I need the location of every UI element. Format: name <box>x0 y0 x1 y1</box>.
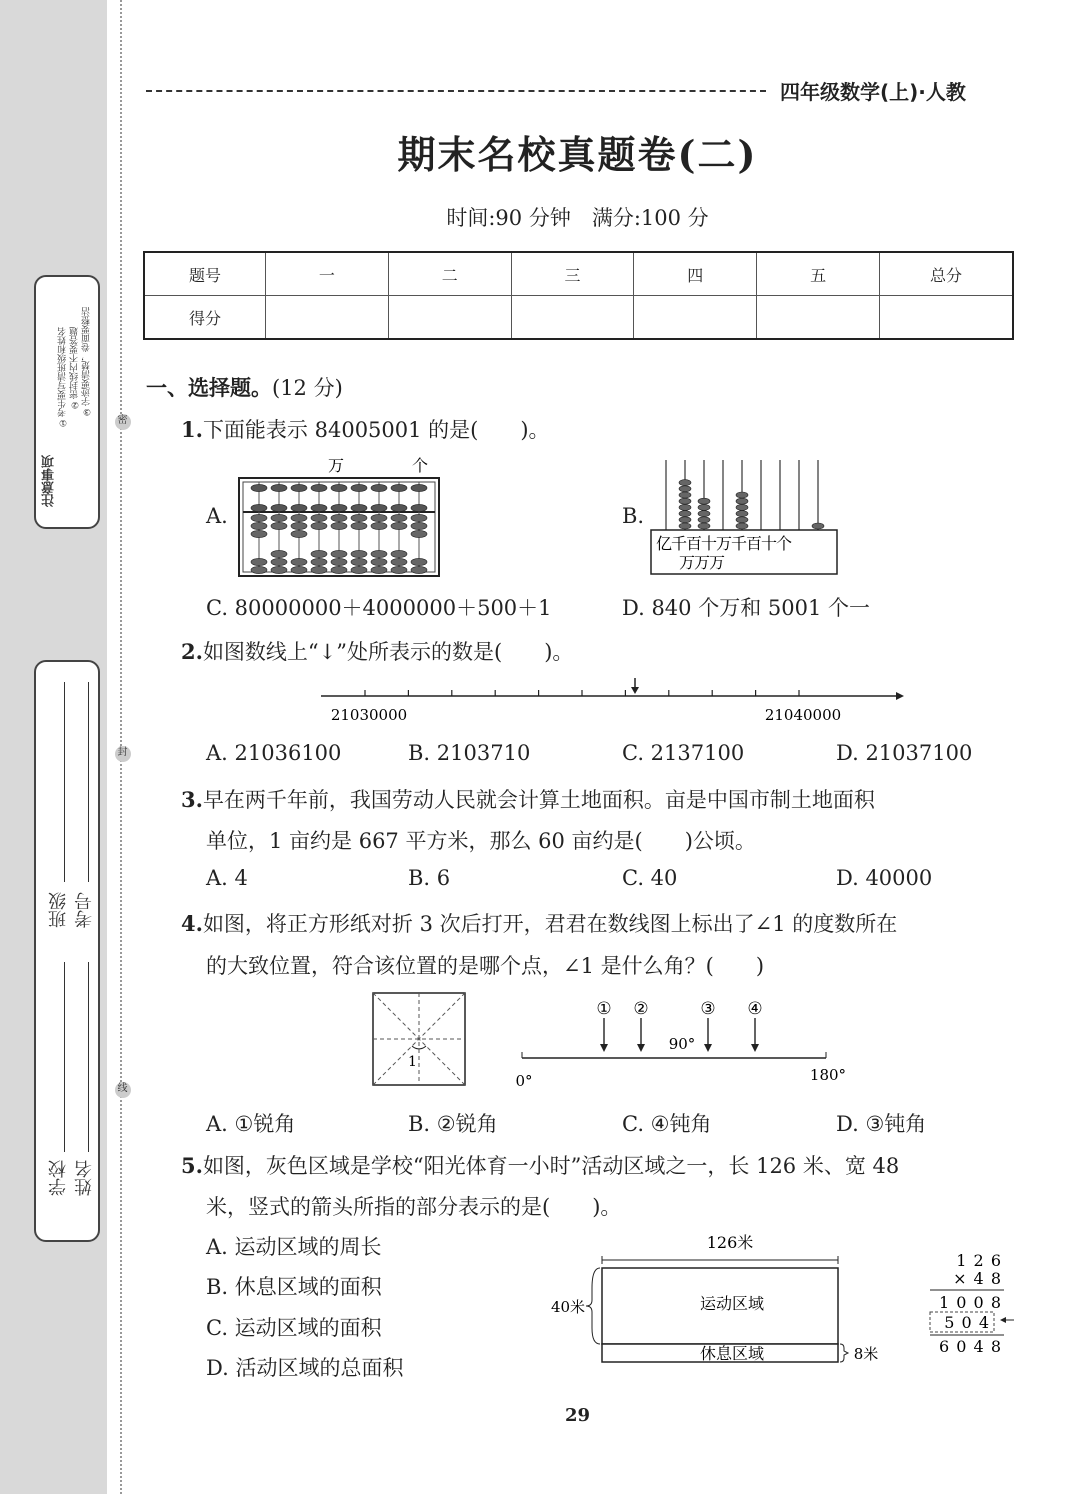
degree-180-label: 180° <box>809 1066 847 1084</box>
score-header-cell: 二 <box>388 252 511 296</box>
abacus-bead <box>736 492 748 498</box>
height-label: 40米 <box>550 1298 586 1316</box>
question-text: 早在两千年前，我国劳动人民就会计算土地面积。亩是中国市制土地面积 <box>202 788 875 812</box>
folded-square-figure <box>370 990 470 1088</box>
abacus-bead <box>371 558 387 565</box>
score-input-cell[interactable] <box>266 296 389 340</box>
abacus-bead <box>291 530 307 537</box>
question-number: 3. <box>181 787 203 812</box>
abacus-bead <box>391 504 407 511</box>
page-number: 29 <box>564 1405 591 1426</box>
notice-box <box>34 275 100 529</box>
score-header-cell: 题号 <box>144 252 266 296</box>
abacus-bead <box>371 522 387 529</box>
length-label: 126米 <box>706 1233 754 1252</box>
section-title: 一、选择题。 <box>146 376 272 400</box>
abacus-bead <box>679 523 691 529</box>
question-2 <box>181 636 573 666</box>
small-width-label: 8米 <box>853 1345 879 1363</box>
abacus-bead <box>679 492 691 498</box>
q5-option-a: A. 运动区域的周长 <box>206 1235 382 1259</box>
abacus-bead <box>311 504 327 511</box>
abacus-bead <box>736 523 748 529</box>
abacus-bead <box>251 484 267 491</box>
score-input-cell[interactable] <box>757 296 880 340</box>
q5-option-c: C. 运动区域的面积 <box>206 1316 382 1340</box>
abacus-bead <box>698 517 710 523</box>
abacus-bead <box>736 504 748 510</box>
abacus-bead <box>311 484 327 491</box>
abacus-b-figure <box>648 456 843 580</box>
question-text: 如图数线上“↓”处所表示的数是( )。 <box>202 640 574 664</box>
abacus-bead <box>311 514 327 521</box>
abacus-bead <box>271 558 287 565</box>
score-row-label: 得分 <box>144 296 266 340</box>
abacus-bead <box>391 550 407 557</box>
question-5 <box>181 1150 899 1180</box>
q4-option-b: B. ②锐角 <box>408 1112 498 1136</box>
option-a-label: A. <box>206 504 228 528</box>
calc-line-5: 6 0 4 8 <box>939 1337 1002 1356</box>
abacus-bead <box>311 558 327 565</box>
abacus-bead <box>679 504 691 510</box>
number-line-left-label: 21030000 <box>330 706 408 724</box>
header-rule <box>146 90 766 92</box>
abacus-bead <box>291 558 307 565</box>
degree-0-label: 0° <box>515 1072 533 1090</box>
abacus-bead <box>251 522 267 529</box>
abacus-bead <box>736 498 748 504</box>
abacus-bead <box>351 522 367 529</box>
q3-option-c: C. 40 <box>622 866 678 890</box>
point-4-label: ④ <box>747 999 763 1019</box>
abacus-bead <box>698 498 710 504</box>
score-input-cell[interactable] <box>634 296 757 340</box>
abacus-bead <box>371 484 387 491</box>
abacus-a-rods <box>251 482 427 574</box>
angle-1-label: 1 <box>408 1054 417 1070</box>
score-input-cell[interactable] <box>511 296 634 340</box>
question-3-line-2: 单位，1 亩约是 667 平方米，那么 60 亩约是( )公顷。 <box>206 829 756 853</box>
abacus-bead <box>271 484 287 491</box>
q5-option-b: B. 休息区域的面积 <box>206 1275 382 1299</box>
q3-option-d: D. 40000 <box>836 866 933 890</box>
score-header-cell: 总分 <box>880 252 1014 296</box>
section-heading <box>146 372 343 402</box>
abacus-bead <box>251 504 267 511</box>
abacus-b-rods <box>666 460 824 530</box>
question-3 <box>181 784 875 814</box>
vertical-calculation <box>916 1248 1020 1360</box>
score-input-cell[interactable] <box>880 296 1014 340</box>
abacus-b-place-labels-2: 万万万 <box>679 553 725 572</box>
series-label: 四年级数学(上)·人教 <box>780 80 966 104</box>
abacus-bead <box>251 558 267 565</box>
abacus-bead <box>371 566 387 573</box>
notice-title: 注意事项 <box>42 455 57 507</box>
question-number: 2. <box>181 639 203 664</box>
seal-mark-3: 线 <box>115 1082 126 1092</box>
number-line-figure <box>316 676 906 726</box>
point-3-label: ③ <box>700 999 716 1019</box>
score-header-cell: 四 <box>634 252 757 296</box>
calc-line-1: 1 2 6 <box>956 1251 1002 1270</box>
abacus-bead <box>291 522 307 529</box>
question-text: 如图，灰色区域是学校“阳光体育一小时”活动区域之一，长 126 米、宽 48 <box>202 1154 900 1178</box>
abacus-bead <box>698 523 710 529</box>
abacus-bead <box>271 550 287 557</box>
abacus-bead <box>391 484 407 491</box>
abacus-bead <box>351 566 367 573</box>
q2-option-a: A. 21036100 <box>206 741 342 765</box>
abacus-bead <box>311 566 327 573</box>
abacus-bead <box>812 523 824 529</box>
abacus-bead <box>736 517 748 523</box>
q4-option-d: D. ③钝角 <box>836 1112 927 1136</box>
school-field-label: 学校 <box>48 1160 69 1196</box>
abacus-bead <box>291 504 307 511</box>
q3-option-b: B. 6 <box>408 866 451 890</box>
abacus-bead <box>391 514 407 521</box>
abacus-bead <box>351 514 367 521</box>
question-text: 如图，将正方形纸对折 3 次后打开，君君在数线图上标出了∠1 的度数所在 <box>202 912 898 936</box>
q3-option-a: A. 4 <box>206 866 248 890</box>
notice-item-2: ②密封线内不要答题 <box>70 327 80 409</box>
number-line-right-label: 21040000 <box>764 706 842 724</box>
score-header-cell: 一 <box>266 252 389 296</box>
degree-90-label: 90° <box>668 1035 696 1053</box>
abacus-bead <box>311 522 327 529</box>
abacus-bead <box>251 566 267 573</box>
abacus-bead <box>331 550 347 557</box>
calc-line-3: 1 0 0 8 <box>939 1293 1002 1312</box>
point-2-label: ② <box>633 999 649 1019</box>
abacus-bead <box>351 550 367 557</box>
abacus-label-wan: 万 <box>327 456 345 475</box>
angle-number-line-figure <box>510 994 855 1092</box>
abacus-bead <box>331 504 347 511</box>
abacus-bead <box>411 514 427 521</box>
abacus-bead <box>251 514 267 521</box>
sport-area-label: 运动区域 <box>699 1294 765 1313</box>
abacus-bead <box>391 566 407 573</box>
abacus-bead <box>391 558 407 565</box>
abacus-bead <box>371 514 387 521</box>
abacus-bead <box>271 566 287 573</box>
score-header-cell: 五 <box>757 252 880 296</box>
exam-no-field-label: 考号 <box>74 892 95 928</box>
abacus-bead <box>411 566 427 573</box>
abacus-b-place-labels: 亿千百十万千百十个 <box>656 534 792 553</box>
question-number: 4. <box>181 911 203 936</box>
notice-item-3: ③字迹要清楚，卷面要整洁 <box>82 307 92 416</box>
class-field-label: 班级 <box>48 892 69 928</box>
abacus-bead <box>291 484 307 491</box>
score-table <box>143 251 1014 340</box>
number-line-ticks <box>365 690 799 696</box>
calc-line-4: 5 0 4 <box>944 1313 990 1332</box>
exam-info: 时间:90 分钟 满分:100 分 <box>446 206 709 230</box>
question-4 <box>181 908 897 938</box>
abacus-bead <box>679 480 691 486</box>
abacus-bead <box>351 504 367 511</box>
abacus-bead <box>411 530 427 537</box>
area-diagram-figure <box>540 1228 890 1370</box>
option-b-label: B. <box>622 504 645 528</box>
section-points: (12 分) <box>272 376 343 400</box>
q5-option-d: D. 活动区域的总面积 <box>206 1356 404 1380</box>
name-field-label: 姓名 <box>74 1160 95 1196</box>
abacus-bead <box>371 550 387 557</box>
q2-option-b: B. 2103710 <box>408 741 531 765</box>
seal-mark-1: 密 <box>115 414 126 424</box>
abacus-bead <box>251 530 267 537</box>
calc-line-2: × 4 8 <box>953 1269 1002 1288</box>
abacus-bead <box>331 514 347 521</box>
seal-mark-2: 封 <box>115 746 126 756</box>
question-1 <box>181 414 550 444</box>
abacus-bead <box>351 484 367 491</box>
page-title: 期末名校真题卷(二) <box>397 132 758 177</box>
abacus-bead <box>291 566 307 573</box>
abacus-bead <box>411 484 427 491</box>
abacus-bead <box>371 504 387 511</box>
rest-area-label: 休息区域 <box>699 1344 765 1363</box>
abacus-bead <box>679 486 691 492</box>
question-number: 1. <box>181 417 203 442</box>
abacus-bead <box>679 498 691 504</box>
abacus-a-figure <box>236 452 446 582</box>
abacus-bead <box>391 522 407 529</box>
score-input-cell[interactable] <box>388 296 511 340</box>
abacus-bead <box>331 558 347 565</box>
q4-option-a: A. ①锐角 <box>206 1112 296 1136</box>
abacus-bead <box>736 511 748 517</box>
abacus-bead <box>411 522 427 529</box>
abacus-bead <box>698 511 710 517</box>
question-number: 5. <box>181 1153 203 1178</box>
q2-option-c: C. 2137100 <box>622 741 745 765</box>
abacus-bead <box>271 504 287 511</box>
student-info-box <box>34 660 100 1242</box>
question-5-line-2: 米，竖式的箭头所指的部分表示的是( )。 <box>206 1195 622 1219</box>
option-d: D. 840 个万和 5001 个一 <box>622 596 870 620</box>
question-4-line-2: 的大致位置，符合该位置的是哪个点，∠1 是什么角？( ) <box>206 954 765 978</box>
notice-item-1: ①考生要写清班级和姓名 <box>58 327 68 427</box>
abacus-bead <box>291 514 307 521</box>
q4-option-c: C. ④钝角 <box>622 1112 712 1136</box>
abacus-bead <box>698 504 710 510</box>
abacus-bead <box>679 517 691 523</box>
abacus-bead <box>331 522 347 529</box>
question-text: 下面能表示 84005001 的是( )。 <box>202 418 550 442</box>
abacus-bead <box>311 550 327 557</box>
abacus-label-ge: 个 <box>411 456 429 475</box>
option-c: C. 80000000＋4000000＋500＋1 <box>206 596 552 620</box>
abacus-bead <box>411 558 427 565</box>
abacus-bead <box>411 504 427 511</box>
score-header-cell: 三 <box>511 252 634 296</box>
abacus-bead <box>271 522 287 529</box>
abacus-bead <box>351 558 367 565</box>
q2-option-d: D. 21037100 <box>836 741 973 765</box>
abacus-bead <box>331 484 347 491</box>
abacus-bead <box>331 566 347 573</box>
point-1-label: ① <box>596 999 612 1019</box>
abacus-bead <box>679 511 691 517</box>
abacus-bead <box>271 514 287 521</box>
